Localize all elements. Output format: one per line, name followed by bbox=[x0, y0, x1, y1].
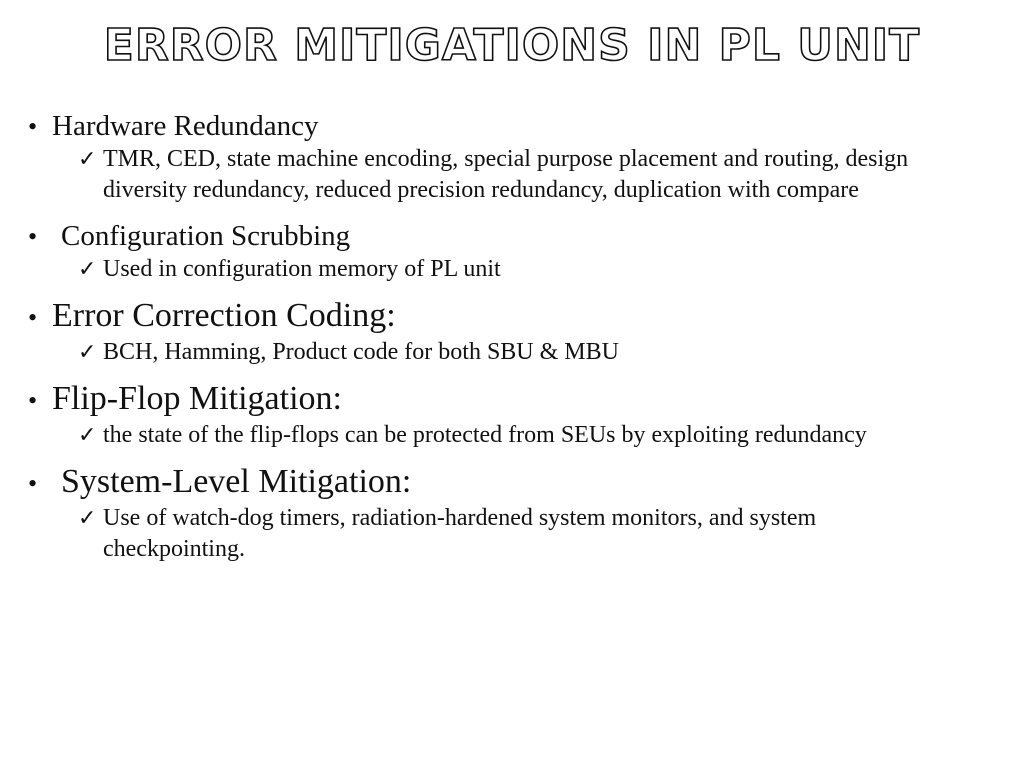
list-item bbox=[28, 218, 988, 285]
item-heading-flip-flop-mitigation: Flip-Flop Mitigation: bbox=[52, 380, 342, 417]
item-heading-configuration-scrubbing: Configuration Scrubbing bbox=[61, 220, 351, 252]
bullet-list bbox=[28, 108, 988, 565]
list-item bbox=[28, 295, 988, 368]
item-heading-error-correction-coding: Error Correction Coding: bbox=[52, 297, 396, 334]
slide-title: ERROR MITIGATIONS IN PL UNIT bbox=[103, 20, 921, 71]
bullet-icon: • bbox=[28, 303, 38, 332]
checkmark-icon: ✓ bbox=[78, 423, 97, 448]
item-detail-error-correction-coding: BCH, Hamming, Product code for both SBU & MBU bbox=[103, 339, 619, 365]
list-item bbox=[28, 461, 988, 565]
bullet-icon: • bbox=[28, 386, 38, 415]
item-heading-hardware-redundancy: Hardware Redundancy bbox=[52, 110, 319, 142]
checkmark-icon: ✓ bbox=[78, 257, 97, 282]
bullet-icon: • bbox=[28, 469, 38, 498]
item-detail-system-level-mitigation: Use of watch-dog timers, radiation-hardened system monitors, and system checkpointing. bbox=[103, 505, 817, 562]
checkmark-icon: ✓ bbox=[78, 506, 97, 531]
bullet-icon: • bbox=[28, 112, 38, 141]
item-detail-hardware-redundancy: TMR, CED, state machine encoding, special purpose placement and routing, design diversity redundancy, reduced precision redundancy, duplication with compare bbox=[103, 146, 909, 203]
checkmark-icon: ✓ bbox=[78, 147, 97, 172]
list-item bbox=[28, 108, 988, 206]
item-detail-configuration-scrubbing: Used in configuration memory of PL unit bbox=[103, 256, 501, 282]
item-heading-system-level-mitigation: System-Level Mitigation: bbox=[61, 463, 412, 500]
item-detail-flip-flop-mitigation: the state of the flip-flops can be protected from SEUs by exploiting redundancy bbox=[103, 422, 867, 448]
list-item bbox=[28, 378, 988, 451]
bullet-icon: • bbox=[28, 222, 38, 251]
checkmark-icon: ✓ bbox=[78, 340, 97, 365]
